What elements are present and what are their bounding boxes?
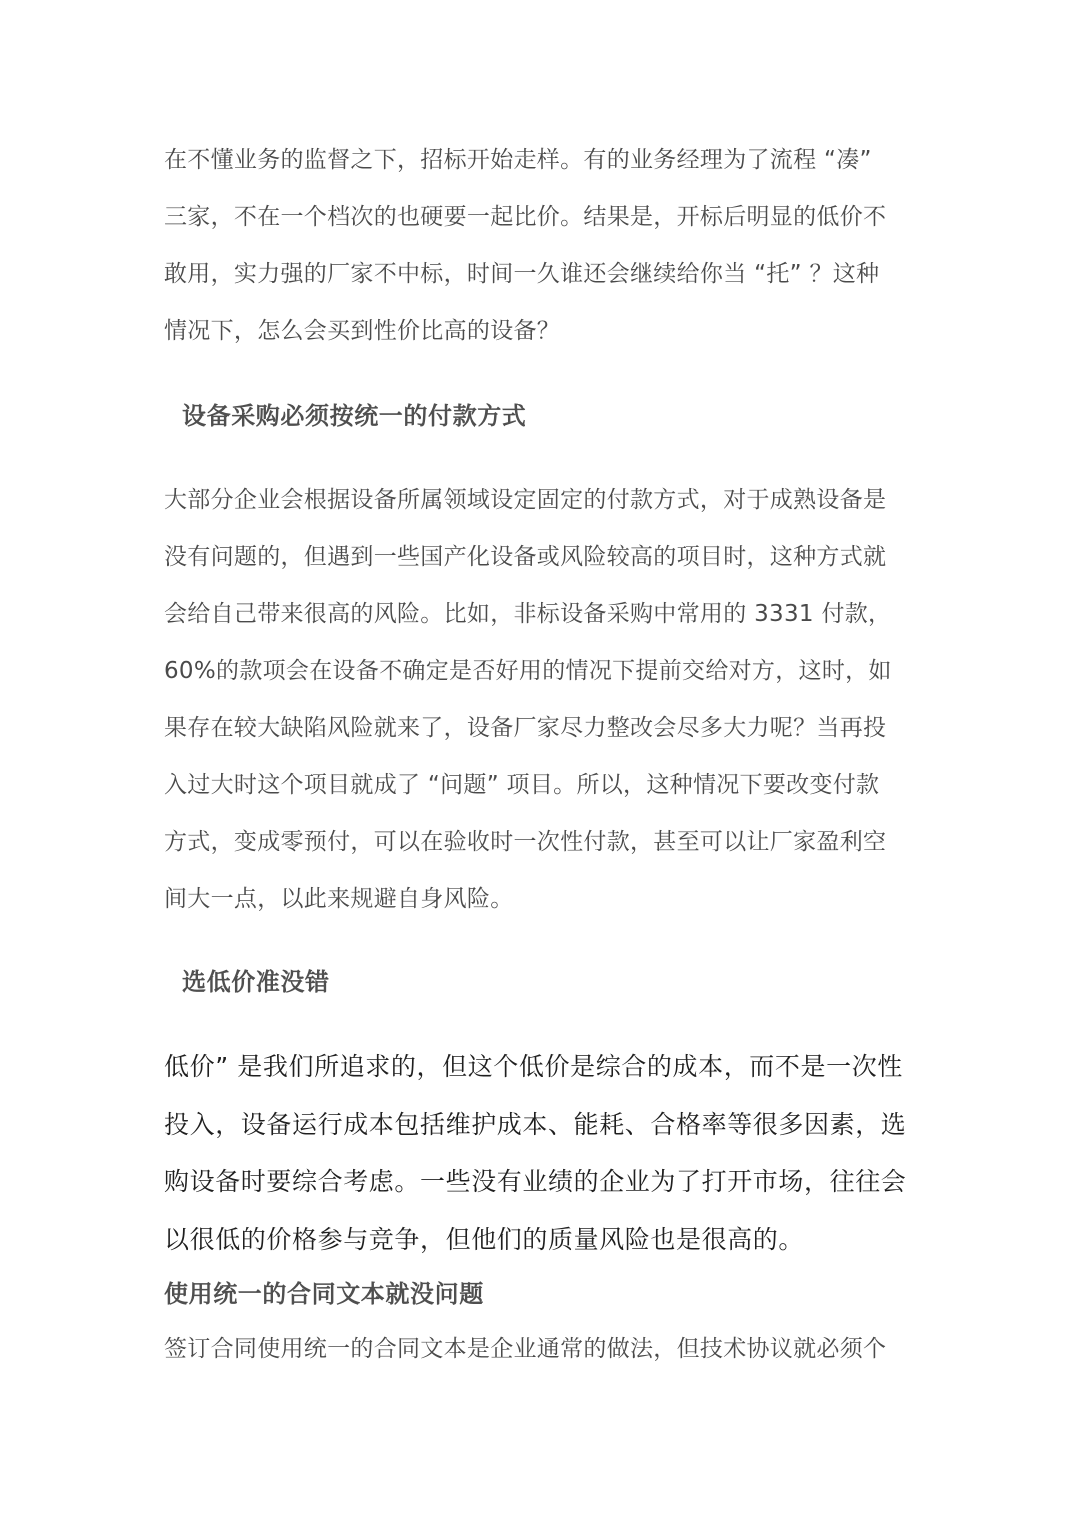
paragraph-tender-process: [164, 132, 924, 360]
section-heading-contract-text: 使用统一的合同文本就没问题: [164, 1280, 484, 1308]
text-line: 会给自己带来很高的风险。比如，非标设备采购中常用的 3331 付款，: [164, 601, 892, 627]
paragraph-contract-text: [164, 1321, 924, 1378]
text-line: 果存在较大缺陷风险就来了，设备厂家尽力整改会尽多大力呢？当再投: [164, 715, 887, 741]
section-heading-payment-method: 设备采购必须按统一的付款方式: [182, 402, 527, 430]
text-line: 低价” 是我们所追求的，但这个低价是综合的成本，而不是一次性: [164, 1052, 903, 1081]
text-line: 间大一点，以此来规避自身风险。: [164, 886, 514, 912]
text-line: 投入，设备运行成本包括维护成本、能耗、合格率等很多因素，选: [164, 1109, 907, 1139]
text-line: 敢用，实力强的厂家不中标，时间一久谁还会继续给你当 “托” ？这种: [164, 261, 880, 287]
section-heading-low-price: 选低价准没错: [182, 968, 330, 996]
text-line: 购设备时要综合考虑。一些没有业绩的企业为了打开市场，往往会: [164, 1167, 907, 1196]
text-line: 在不懂业务的监督之下，招标开始走样。有的业务经理为了流程 “凑”: [164, 147, 872, 173]
text-line: 三家，不在一个档次的也硬要一起比价。结果是，开标后明显的低价不: [164, 204, 887, 230]
paragraph-payment-method: [164, 472, 924, 928]
text-line: 没有问题的，但遇到一些国产化设备或风险较高的项目时，这种方式就: [164, 544, 887, 570]
text-line: 情况下，怎么会买到性价比高的设备？: [164, 318, 561, 344]
text-line: 入过大时这个项目就成了 “问题” 项目。所以，这种情况下要改变付款: [164, 772, 880, 798]
text-line: 以很低的价格参与竞争，但他们的质量风险也是很高的。: [164, 1224, 805, 1254]
paragraph-low-price: [164, 1038, 924, 1268]
text-line: 签订合同使用统一的合同文本是企业通常的做法，但技术协议就必须个: [164, 1336, 887, 1362]
text-line: 大部分企业会根据设备所属领域设定固定的付款方式，对于成熟设备是: [164, 487, 887, 513]
text-line: 方式，变成零预付，可以在验收时一次性付款，甚至可以让厂家盈利空: [164, 829, 887, 855]
text-line: 60%的款项会在设备不确定是否好用的情况下提前交给对方，这时，如: [164, 658, 892, 684]
